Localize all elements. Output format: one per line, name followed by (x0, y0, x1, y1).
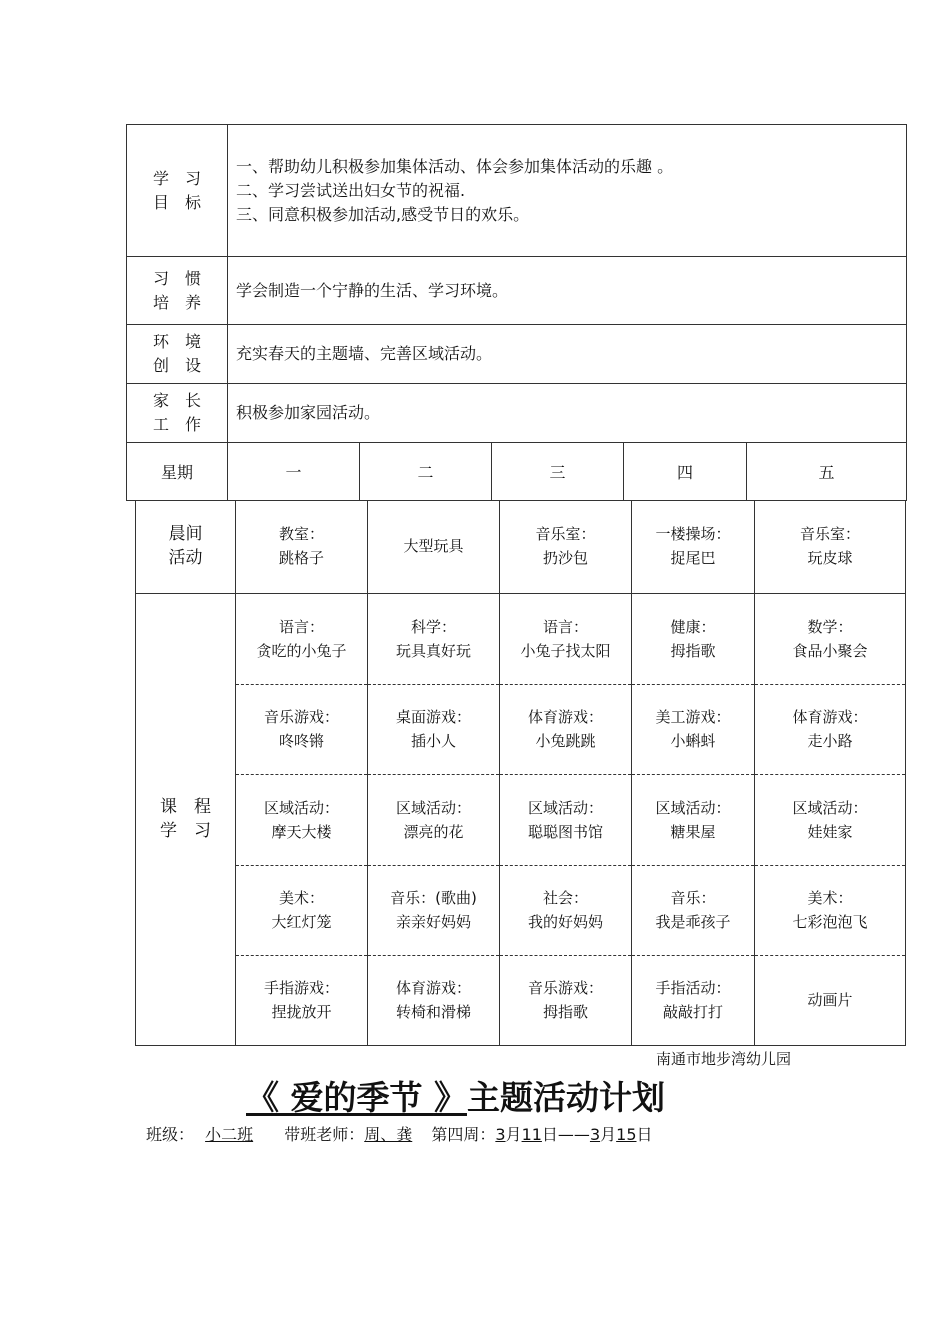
course-cell: 音乐： 我是乖孩子 (632, 865, 755, 955)
environment-content: 充实春天的主题墙、完善区域活动。 (228, 325, 907, 384)
goals-row (127, 125, 907, 257)
day-wednesday: 三 (492, 443, 624, 501)
habit-content: 学会制造一个宁静的生活、学习环境。 (228, 257, 907, 325)
course-row (136, 955, 906, 1045)
goal-3: 三、同意积极参加活动,感受节日的欢乐。 (236, 204, 530, 224)
course-cell: 健康： 拇指歌 (632, 593, 755, 684)
goal-1: 一、帮助幼儿积极参加集体活动、体会参加集体活动的乐趣 。 (236, 156, 674, 176)
course-row (136, 865, 906, 955)
start-month: 3 (495, 1125, 506, 1144)
course-cell: 科学： 玩具真好玩 (368, 593, 500, 684)
habit-row (127, 257, 907, 325)
morning-cell: 大型玩具 (368, 500, 500, 593)
teacher-value: 周、龚 (364, 1125, 413, 1144)
start-day: 11 (521, 1125, 542, 1144)
parent-row (127, 384, 907, 443)
page-title (246, 1072, 665, 1119)
environment-row (127, 325, 907, 384)
day-friday: 五 (747, 443, 907, 501)
course-cell: 美工游戏： 小蝌蚪 (632, 684, 755, 774)
course-cell: 数学： 食品小聚会 (755, 593, 906, 684)
course-cell: 美术： 七彩泡泡飞 (755, 865, 906, 955)
week-label: 星期 (127, 443, 228, 501)
parent-content: 积极参加家园活动。 (228, 384, 907, 443)
morning-cell: 一楼操场： 捉尾巴 (632, 500, 755, 593)
weekday-header-row (127, 443, 907, 501)
course-cell: 音乐：(歌曲) 亲亲好妈妈 (368, 865, 500, 955)
weekly-schedule-table (135, 500, 906, 1046)
day-thursday: 四 (624, 443, 747, 501)
day-monday: 一 (228, 443, 360, 501)
class-label: 班级： (146, 1125, 195, 1144)
course-cell: 体育游戏： 小兔跳跳 (500, 684, 632, 774)
morning-cell: 教室： 跳格子 (236, 500, 368, 593)
course-cell: 手指活动： 敲敲打打 (632, 955, 755, 1045)
end-month: 3 (589, 1125, 601, 1144)
course-label: 课 程 学 习 (136, 593, 236, 1045)
habit-label: 习 惯 培 养 (127, 257, 228, 325)
course-cell: 区域活动： 漂亮的花 (368, 774, 500, 865)
course-cell: 区域活动： 娃娃家 (755, 774, 906, 865)
course-row (136, 593, 906, 684)
goal-2: 二、学习尝试送出妇女节的祝福. (236, 180, 466, 200)
goals-content (228, 125, 907, 257)
title-theme: 爱的季节 (279, 1078, 434, 1117)
course-cell: 区域活动： 聪聪图书馆 (500, 774, 632, 865)
end-day: 15 (616, 1125, 637, 1144)
course-cell: 体育游戏： 走小路 (755, 684, 906, 774)
teacher-label: 带班老师： (284, 1125, 365, 1144)
morning-cell: 音乐室： 玩皮球 (755, 500, 906, 593)
goals-label: 学 习 目 标 (127, 125, 228, 257)
course-row (136, 774, 906, 865)
course-cell: 动画片 (755, 955, 906, 1045)
morning-label: 晨间 活动 (136, 500, 236, 593)
morning-cell: 音乐室： 扔沙包 (500, 500, 632, 593)
school-name: 南通市地步湾幼儿园 (656, 1050, 792, 1068)
week-text: 第四周： (431, 1125, 496, 1144)
day-char: 日 (636, 1125, 653, 1144)
title-close-quote: 》 (433, 1078, 467, 1117)
course-cell: 语言： 贪吃的小兔子 (236, 593, 368, 684)
course-cell: 社会： 我的好妈妈 (500, 865, 632, 955)
course-cell: 区域活动： 摩天大楼 (236, 774, 368, 865)
course-cell: 体育游戏： 转椅和滑梯 (368, 955, 500, 1045)
day-tuesday: 二 (360, 443, 492, 501)
course-row (136, 684, 906, 774)
environment-label: 环 境 创 设 (127, 325, 228, 384)
morning-row (136, 500, 906, 593)
course-cell: 音乐游戏： 拇指歌 (500, 955, 632, 1045)
parent-label: 家 长 工 作 (127, 384, 228, 443)
month-char: 月 (600, 1125, 617, 1144)
class-info-line (146, 1122, 653, 1145)
plan-overview-table (126, 124, 907, 501)
class-value: 小二班 (205, 1125, 254, 1144)
month-char: 月 (505, 1125, 522, 1144)
course-cell: 美术： 大红灯笼 (236, 865, 368, 955)
date-dash: 日—— (541, 1125, 590, 1144)
course-cell: 桌面游戏： 插小人 (368, 684, 500, 774)
title-rest: 主题活动计划 (466, 1078, 665, 1117)
title-open-quote: 《 (246, 1078, 279, 1117)
course-cell: 语言： 小兔子找太阳 (500, 593, 632, 684)
course-cell: 音乐游戏： 咚咚锵 (236, 684, 368, 774)
course-cell: 区域活动： 糖果屋 (632, 774, 755, 865)
course-cell: 手指游戏： 捏拢放开 (236, 955, 368, 1045)
